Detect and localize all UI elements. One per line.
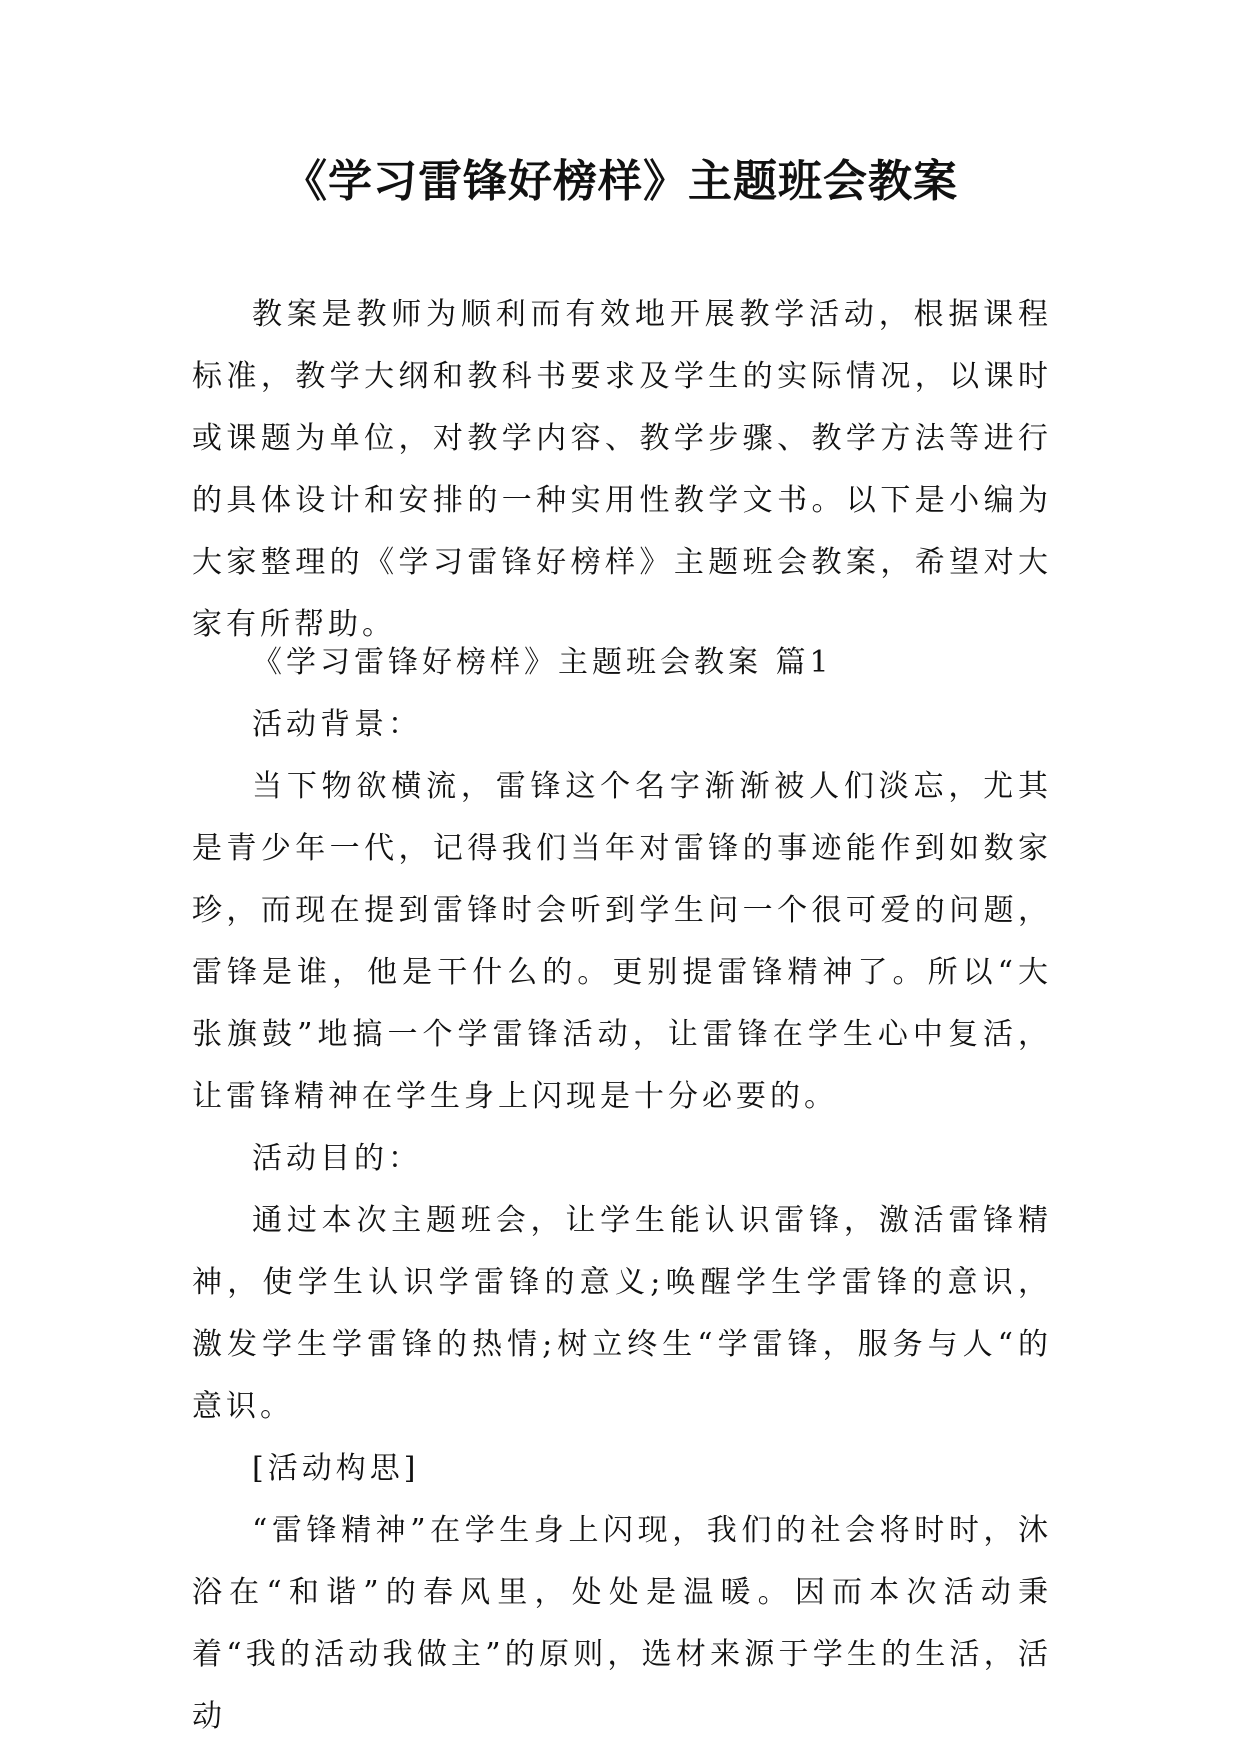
background-label: 活动背景： <box>252 707 422 742</box>
document-title: 《学习雷锋好榜样》主题班会教案 <box>283 156 958 207</box>
intro-paragraph: 教案是教师为顺利而有效地开展教学活动，根据课程标准，教学大纲和教科书要求及学生的实际情况，以课时或课题为单位，对教学内容、教学步骤、教学方法等进行的具体设计和安排的一种实用性教学文书。以下是小编为大家整理的《学习雷锋好榜样》主题班会教案，希望对大家有所帮助。 <box>192 297 1052 642</box>
section-heading: 《学习雷锋好榜样》主题班会教案 篇1 <box>252 645 833 680</box>
concept-paragraph: “雷锋精神”在学生身上闪现，我们的社会将时时，沐浴在“和谐”的春风里，处处是温暖。因而本次活动秉着“我的活动我做主”的原则，选材来源于学生的生活，活动 <box>192 1513 1052 1734</box>
intro-block <box>192 284 1052 656</box>
section-block <box>192 632 1052 1748</box>
goal-label: 活动目的： <box>252 1141 422 1176</box>
concept-label: [活动构思] <box>252 1451 420 1486</box>
background-paragraph: 当下物欲横流，雷锋这个名字渐渐被人们淡忘，尤其是青少年一代，记得我们当年对雷锋的事迹能作到如数家珍，而现在提到雷锋时会听到学生问一个很可爱的问题，雷锋是谁，他是干什么的。更别提雷锋精神了。所以“大张旗鼓”地搞一个学雷锋活动，让雷锋在学生心中复活，让雷锋精神在学生身上闪现是十分必要的。 <box>192 769 1052 1114</box>
goal-paragraph: 通过本次主题班会，让学生能认识雷锋，激活雷锋精神，使学生认识学雷锋的意义;唤醒学生学雷锋的意识，激发学生学雷锋的热情;树立终生“学雷锋，服务与人“的意识。 <box>192 1203 1052 1424</box>
